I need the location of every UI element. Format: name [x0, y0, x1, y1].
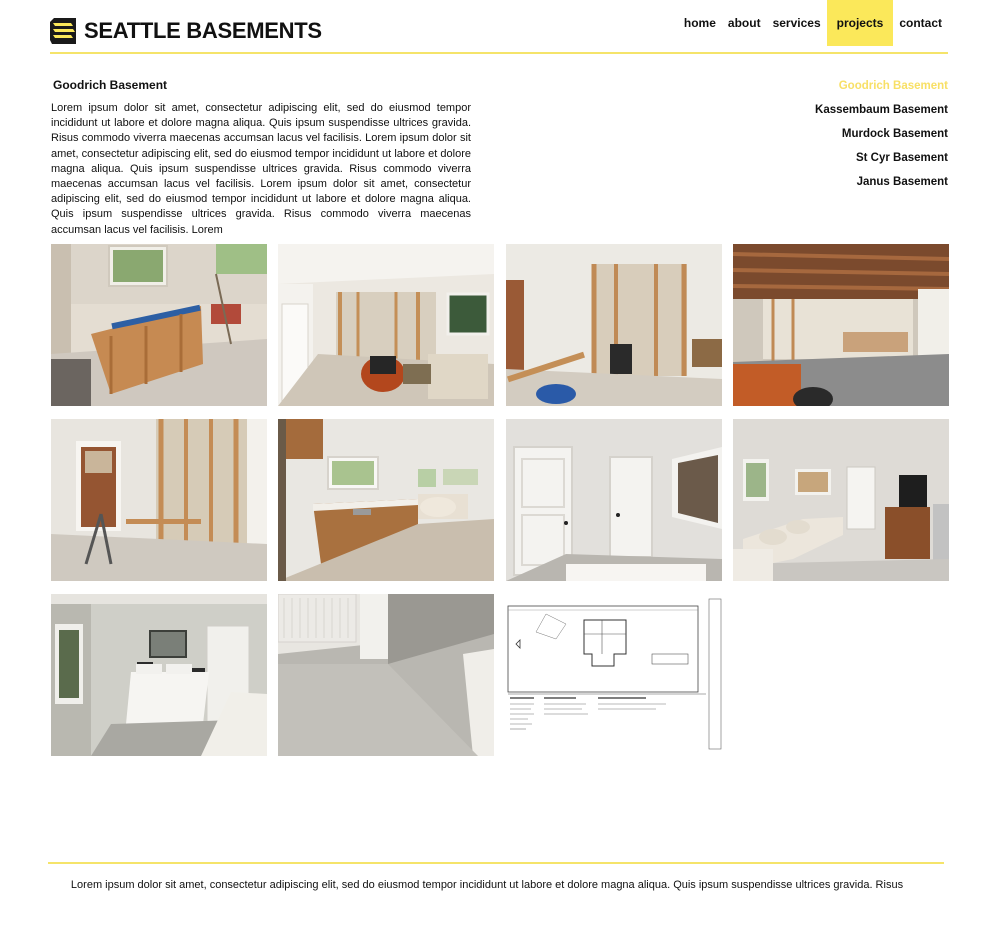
brand-name: SEATTLE BASEMENTS	[84, 18, 322, 43]
photo-framing-entry-door[interactable]	[51, 419, 267, 581]
project-link-goodrich[interactable]: Goodrich Basement	[838, 80, 948, 92]
project-title: Goodrich Basement	[53, 78, 168, 92]
project-intro	[51, 78, 471, 238]
photo-framing-closet[interactable]	[506, 244, 722, 406]
project-description: Lorem ipsum dolor sit amet, consectetur adipiscing elit, sed do eiusmod tempor incididunt ut labore et dolore magna aliqua. Quis ipsum suspendisse ultrices gravida. Risus commodo viverra maecenas accumsan lacus vel facilisis. Lorem ipsum dolor sit amet, consectetur adipiscing elit, sed do eiusmod tempor incididunt ut labore et dolore magna aliqua. Quis ipsum suspendisse ultrices gravida. Risus commodo viverra maecenas accumsan lacus vel facilisis. Lorem ipsum dolor sit amet, consectetur adipiscing elit, sed do eiusmod tempor incididunt ut labore et dolore magna aliqua. Quis ipsum suspendisse ultrices gravida. Risus commodo viverra maecenas accumsan lacus vel facilisis. Lorem	[51, 102, 471, 236]
photo-demolition-kitchen-wall[interactable]	[51, 244, 267, 406]
main-nav	[678, 0, 948, 46]
photo-site-plan-drawing[interactable]	[506, 594, 722, 756]
photo-finished-living-room[interactable]	[733, 419, 949, 581]
project-link-st-cyr[interactable]: St Cyr Basement	[855, 152, 948, 164]
photo-finished-doors-hallway[interactable]	[506, 419, 722, 581]
nav-contact[interactable]: contact	[899, 16, 942, 30]
photo-open-joists-basement[interactable]	[733, 244, 949, 406]
site-logo[interactable]	[50, 17, 322, 45]
project-link-kassembaum[interactable]: Kassembaum Basement	[815, 104, 948, 116]
project-link-murdock[interactable]: Murdock Basement	[841, 128, 948, 140]
photo-polished-concrete-floor[interactable]	[278, 594, 494, 756]
photo-finished-kitchenette[interactable]	[278, 419, 494, 581]
site-header	[50, 0, 948, 54]
stacked-stairs-icon	[50, 18, 78, 44]
nav-services[interactable]: services	[772, 16, 821, 30]
nav-projects[interactable]: projects	[827, 0, 894, 46]
footer-text: Lorem ipsum dolor sit amet, consectetur adipiscing elit, sed do eiusmod tempor incididunt ut labore et dolore magna aliqua. Quis ipsum suspendisse ultrices gravida. Risus	[70, 879, 904, 891]
nav-home[interactable]: home	[683, 16, 716, 30]
project-list	[815, 78, 948, 198]
photo-framing-hallway[interactable]	[278, 244, 494, 406]
photo-finished-bedroom[interactable]	[51, 594, 267, 756]
footer-divider	[48, 862, 944, 864]
nav-about[interactable]: about	[727, 16, 761, 30]
project-link-janus[interactable]: Janus Basement	[856, 176, 948, 188]
